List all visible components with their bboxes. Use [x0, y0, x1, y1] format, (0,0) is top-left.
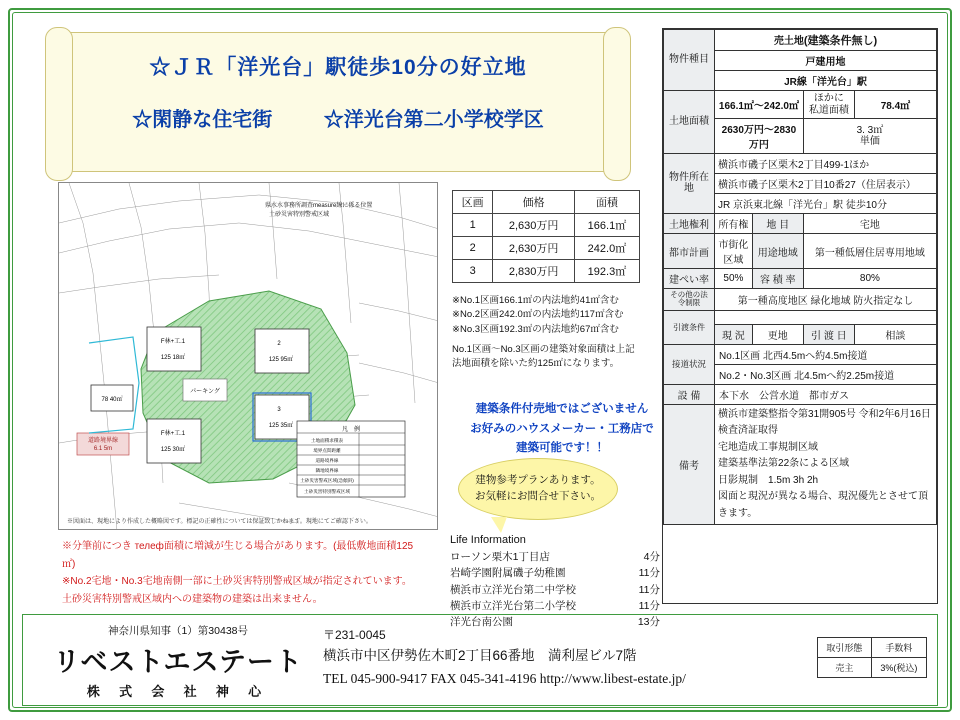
spec-value-use: 戸建用地 — [715, 51, 937, 71]
spec-label-unit-price: 3. 3㎡ 単価 — [803, 119, 936, 154]
svg-text:125 95㎡: 125 95㎡ — [268, 357, 294, 363]
main-content — [22, 22, 938, 629]
spec-value-kind — [715, 30, 937, 51]
company-name: リベストエステート — [53, 647, 303, 677]
price-header-0: 区画 — [453, 191, 493, 214]
svg-text:土地面積求積表: 土地面積求積表 — [310, 438, 344, 443]
transaction-value-type: 売主 — [818, 658, 872, 678]
spec-label-utilities: 設 備 — [664, 384, 715, 404]
svg-text:パーキング: パーキング — [190, 389, 220, 395]
remark-4: 図面と現況が異なる場合、現況優先とさせて頂きます。 — [718, 491, 929, 519]
lot-note-3: No.1区画～No.3区画の建築対象面積は上記 — [452, 343, 635, 355]
remark-3: 日影規制 1.5m 3h 2h — [718, 474, 819, 486]
svg-text:F林+工.1: F林+工.1 — [160, 431, 186, 437]
remark-1: 宅地造成工事規制区域 — [718, 441, 819, 453]
list-item — [450, 598, 660, 614]
spec-value-address1: 横浜市磯子区栗木2丁目499-1ほか — [715, 154, 937, 174]
lot-number: 3 — [453, 260, 493, 283]
remark-0: 横浜市建築整指令第31開905号 令和2年6月16日検査済証取得 — [718, 408, 931, 436]
svg-text:78 40㎡: 78 40㎡ — [101, 397, 123, 403]
life-item-time: 13分 — [637, 616, 660, 629]
spec-label-kind-text: 物件種目 — [669, 53, 710, 65]
spec-label-other-restrictions: その他の法令制限 — [664, 289, 715, 311]
catch-copy-line2b: ☆洋光台第二小学校学区 — [323, 109, 544, 131]
spec-label-kenpei: 建ぺい率 — [664, 269, 715, 289]
spec-value-price: 2630万円～2830万円 — [715, 119, 804, 154]
lot-note-0: ※No.1区画166.1㎡の内法地約41㎡含む — [452, 295, 619, 306]
svg-text:道路境界線: 道路境界線 — [315, 458, 339, 463]
spec-label-area-text: 土地面積 — [669, 115, 710, 127]
spec-label-frontage: 接道状況 — [664, 344, 715, 384]
catch-copy-line2a: ☆閑静な住宅街 — [132, 109, 273, 131]
table-row — [453, 237, 640, 260]
svg-text:土砂災害特別警戒区域: 土砂災害特別警戒区域 — [304, 489, 350, 494]
spec-value-land-right: 所有権 — [715, 214, 753, 234]
lot-price: 2,630万円 — [493, 237, 575, 260]
svg-text:125 18㎡: 125 18㎡ — [160, 355, 186, 361]
company-identity — [33, 623, 323, 700]
life-item-time: 11分 — [638, 567, 660, 580]
svg-text:隣地境界線: 隣地境界線 — [315, 468, 339, 473]
spec-label-remarks: 備考 — [664, 404, 715, 525]
sales-text-line2: お好みのハウスメーカー・工務店で — [470, 422, 654, 435]
spec-value-handover-blank — [715, 310, 937, 324]
red-note-0: ※分筆前につき телеф面積に増減が生じる場合があります。(最低敷地面積125㎡) — [62, 541, 414, 570]
spec-label-youto: 用途地域 — [752, 234, 803, 269]
life-information-title: Life Information — [450, 534, 526, 546]
transaction-type-table — [817, 637, 927, 678]
lot-number: 2 — [453, 237, 493, 260]
svg-text:土砂災害警戒区域(急傾斜): 土砂災害警戒区域(急傾斜) — [300, 478, 354, 483]
transaction-value-fee: 3%(税込) — [871, 658, 926, 678]
company-address: 横浜市中区伊勢佐木町2丁目66番地 満利屋ビル7階 — [323, 648, 637, 664]
spec-value-youto: 第一種低層住居専用地域 — [803, 234, 936, 269]
lot-note-4: 法地面積を除いた約125㎡になります。 — [452, 358, 620, 369]
life-item-time: 11分 — [638, 583, 660, 596]
spec-label-kind — [664, 30, 715, 91]
spec-kind-sub: (建築条件無し) — [803, 35, 878, 47]
lot-price: 2,630万円 — [493, 214, 575, 237]
spec-value-chimoku: 宅地 — [803, 214, 936, 234]
lot-area: 242.0㎡ — [574, 237, 639, 260]
svg-text:125 30㎡: 125 30㎡ — [160, 447, 186, 453]
spec-value-yoseki: 80% — [803, 269, 936, 289]
spec-value-private-road-area: 78.4㎡ — [854, 91, 936, 119]
company-name-legal: 株 式 会 社 神 心 — [86, 684, 270, 699]
bubble-line2: お気軽にお問合せ下さい。 — [475, 490, 601, 502]
plan-callout-bubble — [458, 458, 618, 520]
list-item — [450, 549, 660, 565]
red-note-2: 土砂災害特別警戒区域内への建築物の建築は出来ません。 — [62, 593, 323, 605]
company-zip: 〒231-0045 — [323, 628, 386, 642]
life-item-time: 4分 — [643, 551, 660, 563]
transaction-header-type: 取引形態 — [818, 638, 872, 658]
red-note-1: ※No.2宅地・No.3宅地南側一部に土砂災害特別警戒区域が指定されています。 — [62, 576, 412, 587]
spec-value-station: JR線「洋光台」駅 — [715, 71, 937, 91]
spec-value-frontage1: No.1区画 北西4.5mへ約4.5m接道 — [715, 344, 937, 364]
svg-text:県水水事務所調査measure線に係る位置: 県水水事務所調査measure線に係る位置 — [265, 203, 373, 209]
sales-text-line3: 建築可能です！！ — [516, 442, 608, 455]
spec-label-genkyo: 現 況 — [715, 324, 753, 344]
sales-highlight-text — [462, 400, 662, 459]
lot-area-notes — [452, 294, 648, 371]
svg-text:3: 3 — [277, 407, 281, 413]
site-plan-map — [58, 182, 438, 530]
svg-text:道路境界線: 道路境界線 — [87, 438, 119, 444]
life-item-name: 洋光台南公園 — [450, 616, 513, 629]
svg-text:凡 例: 凡 例 — [341, 427, 361, 433]
sales-text-line1: 建築条件付売地ではございません — [475, 403, 649, 415]
life-item-name: 横浜市立洋光台第二小学校 — [450, 599, 576, 612]
list-item — [450, 582, 660, 598]
table-row — [453, 214, 640, 237]
spec-value-remarks — [715, 404, 937, 525]
spec-label-location — [664, 154, 715, 214]
price-header-1: 価格 — [493, 191, 575, 214]
spec-label-private-road: ほかに 私道面積 — [803, 91, 854, 119]
spec-label-chimoku: 地 目 — [752, 214, 803, 234]
left-column — [22, 22, 660, 629]
property-spec-panel — [662, 28, 938, 604]
spec-value-frontage2: No.2・No.3区画 北4.5mへ約2.25m接道 — [715, 364, 937, 384]
spec-value-access: JR 京浜東北線「洋光台」駅 徒歩10分 — [715, 194, 937, 214]
bubble-line1: 建物参考プランあります。 — [475, 474, 601, 487]
life-item-name: 横浜市立洋光台第二中学校 — [450, 583, 576, 596]
price-header-2: 面積 — [574, 191, 639, 214]
life-item-time: 11分 — [638, 599, 660, 612]
spec-value-city-plan: 市街化区域 — [715, 234, 753, 269]
spec-value-address2: 横浜市磯子区栗木2丁目10番27（住居表示） — [715, 174, 937, 194]
spec-label-handover: 引渡条件 — [664, 310, 715, 344]
svg-text:※図面は、現地により作成した概略図です。標記の正確性について: ※図面は、現地により作成した概略図です。標記の正確性については保証致しかねます。現地にてご確認下さい。 — [67, 519, 372, 525]
spec-value-utilities: 本下水 公営水道 都市ガス — [715, 384, 937, 404]
lot-note-2: ※No.3区画192.3㎡の内法地約67㎡含む — [452, 323, 619, 335]
svg-text:125 35㎡: 125 35㎡ — [268, 423, 294, 429]
spec-value-handover-date: 相談 — [854, 324, 936, 344]
license-number: 神奈川県知事（1）第30438号 — [107, 625, 249, 637]
lot-number: 1 — [453, 214, 493, 237]
svg-text:6.1 5m: 6.1 5m — [93, 446, 113, 452]
svg-text:境界点間距離: 境界点間距離 — [313, 448, 341, 453]
spec-value-land-area: 166.1㎡～242.0㎡ — [715, 91, 804, 119]
lot-price-table — [452, 190, 640, 283]
lot-note-1: ※No.2区画242.0㎡の内法地約117㎡含む — [452, 309, 624, 321]
catch-copy-line1: ☆ＪＲ「洋光台」駅徒歩10分の好立地 — [149, 56, 527, 79]
spec-label-area — [664, 91, 715, 154]
spec-kind-main: 売土地 — [773, 36, 804, 47]
lot-area: 166.1㎡ — [574, 214, 639, 237]
spec-value-other-restrictions: 第一種高度地区 緑化地域 防火指定なし — [715, 289, 937, 311]
spec-label-yoseki: 容 積 率 — [752, 269, 803, 289]
life-item-name: ローソン栗木1丁目店 — [450, 551, 550, 563]
company-fax: FAX 045-341-4196 — [430, 671, 537, 687]
company-footer — [22, 614, 938, 706]
lot-price: 2,830万円 — [493, 260, 575, 283]
spec-label-location-text: 物件所在地 — [669, 172, 710, 194]
company-contact — [323, 625, 843, 691]
svg-text:F林+工.1: F林+工.1 — [160, 339, 186, 345]
spec-value-kenpei: 50% — [715, 269, 753, 289]
transaction-header-fee: 手数料 — [871, 638, 926, 658]
catch-copy-banner — [58, 32, 618, 172]
company-url[interactable]: http://www.libest-estate.jp/ — [539, 671, 686, 687]
hazard-warning-notes — [62, 538, 422, 608]
svg-text:2: 2 — [277, 341, 281, 347]
spec-value-genkyo: 更地 — [752, 324, 803, 344]
list-item — [450, 565, 660, 581]
svg-text:土砂災害特別警戒区域: 土砂災害特別警戒区域 — [269, 212, 330, 218]
life-item-name: 岩崎学園附属磯子幼稚園 — [450, 567, 566, 580]
table-row — [453, 260, 640, 283]
company-tel: TEL 045-900-9417 — [323, 671, 428, 687]
spec-label-handover-date: 引 渡 日 — [803, 324, 854, 344]
spec-label-city-plan: 都市計画 — [664, 234, 715, 269]
spec-label-land-right: 土地権利 — [664, 214, 715, 234]
remark-2: 建築基準法第22条による区域 — [718, 458, 850, 469]
lot-area: 192.3㎡ — [574, 260, 639, 283]
